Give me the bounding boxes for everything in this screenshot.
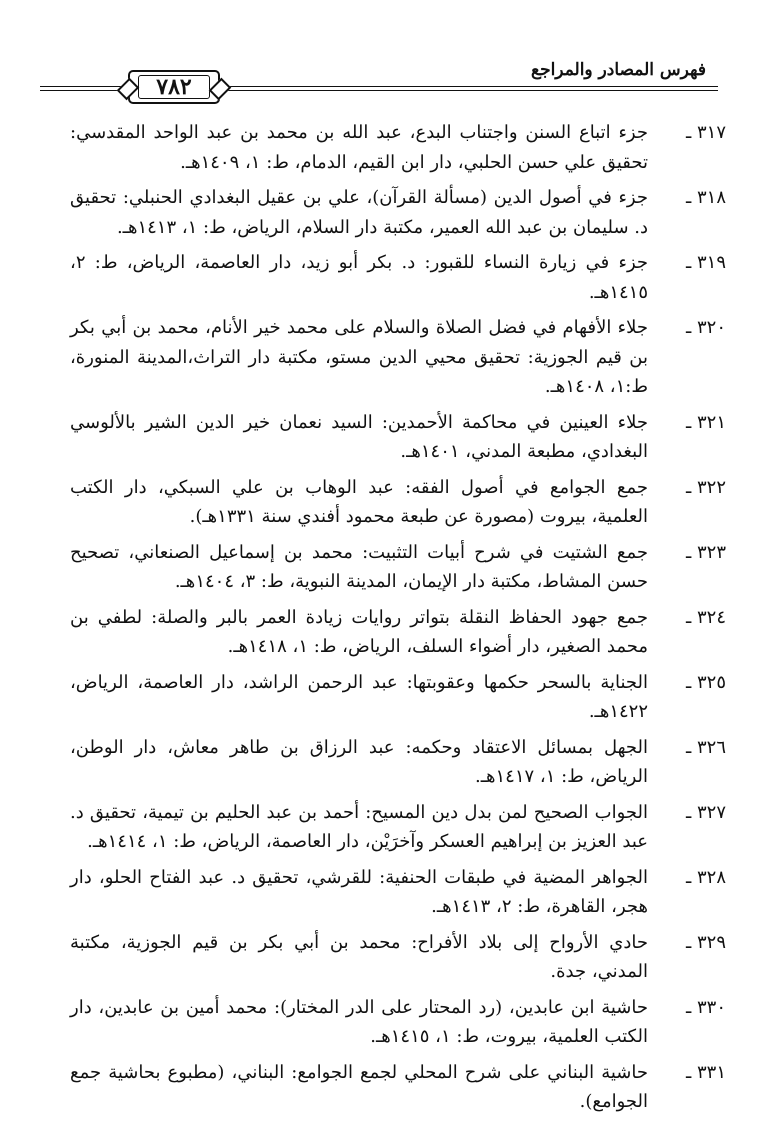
entry-text: الجناية بالسحر حكمها وعقوبتها: عبد الرحمن الراشد، دار العاصمة، الرياض، ١٤٢٢هـ. bbox=[70, 671, 648, 722]
bibliography-list bbox=[70, 118, 726, 1123]
entry-number: ٣١٧ ـ bbox=[685, 122, 726, 143]
entry-number: ٣٣١ ـ bbox=[685, 1061, 726, 1083]
entry-text: حاشية البناني على شرح المحلي لجمع الجوامع: البناني، (مطبوع بحاشية جمع الجوامع). bbox=[70, 1061, 648, 1112]
bibliography-entry bbox=[70, 928, 726, 987]
bibliography-entry bbox=[70, 118, 726, 177]
entry-text: جزء في أصول الدين (مسألة القرآن)، علي بن عقيل البغدادي الحنبلي: تحقيق د. سليمان بن عبد الله العمير، مكتبة دار السلام، الرياض، ط: ١، ١٤١٣هـ. bbox=[70, 187, 648, 238]
bibliography-entry bbox=[70, 798, 726, 857]
entry-number: ٣٣٠ ـ bbox=[685, 996, 726, 1018]
bibliography-entry bbox=[70, 313, 726, 402]
entry-text: جلاء العينين في محاكمة الأحمدين: السيد نعمان خير الدين الشير بالألوسي البغدادي، مطبعة المدني، ١٤٠١هـ. bbox=[70, 411, 648, 462]
entry-number: ٣٢٢ ـ bbox=[685, 476, 726, 498]
bibliography-entry bbox=[70, 1058, 726, 1117]
entry-text: جزء اتباع السنن واجتناب البدع، عبد الله بن محمد بن عبد الواحد المقدسي: تحقيق علي حسن الحلبي، دار ابن القيم، الدمام، ط: ١، ١٤٠٩هـ. bbox=[70, 122, 648, 173]
entry-text: الجهل بمسائل الاعتقاد وحكمه: عبد الرزاق بن طاهر معاش، دار الوطن، الرياض، ط: ١، ١٤١٧هـ. bbox=[70, 736, 648, 787]
bibliography-entry bbox=[70, 183, 726, 242]
entry-number: ٣٢٥ ـ bbox=[685, 671, 726, 693]
bibliography-entry bbox=[70, 473, 726, 532]
entry-number: ٣٢١ ـ bbox=[685, 411, 726, 433]
entry-text: جزء في زيارة النساء للقبور: د. بكر أبو زيد، دار العاصمة، الرياض، ط: ٢، ١٤١٥هـ. bbox=[70, 252, 648, 303]
bibliography-entry bbox=[70, 993, 726, 1052]
page-header bbox=[40, 56, 718, 102]
entry-number: ٣٢٠ ـ bbox=[685, 317, 726, 338]
bibliography-entry bbox=[70, 538, 726, 597]
entry-number: ٣٢٩ ـ bbox=[685, 931, 726, 953]
bibliography-entry bbox=[70, 733, 726, 792]
entry-number: ٣٢٣ ـ bbox=[685, 541, 726, 563]
bibliography-entry bbox=[70, 408, 726, 467]
entry-number: ٣٢٨ ـ bbox=[685, 866, 726, 888]
entry-text: جمع الشتيت في شرح أبيات التثبيت: محمد بن إسماعيل الصنعاني، تصحيح حسن المشاط، مكتبة دار الإيمان، المدينة النبوية، ط: ٣، ١٤٠٤هـ. bbox=[70, 541, 648, 592]
entry-text: جمع الجوامع في أصول الفقه: عبد الوهاب بن علي السبكي، دار الكتب العلمية، بيروت (مصورة عن طبعة محمود أفندي سنة ١٣٣١هـ). bbox=[70, 476, 648, 527]
entry-number: ٣٢٤ ـ bbox=[685, 606, 726, 628]
bibliography-entry bbox=[70, 248, 726, 307]
entry-number: ٣١٨ ـ bbox=[685, 187, 726, 208]
entry-text: حادي الأرواح إلى بلاد الأفراح: محمد بن أبي بكر بن قيم الجوزية، مكتبة المدني، جدة. bbox=[70, 931, 648, 982]
bibliography-entry bbox=[70, 668, 726, 727]
running-title: فهرس المصادر والمراجع bbox=[531, 60, 706, 80]
entry-text: جلاء الأفهام في فضل الصلاة والسلام على محمد خير الأنام، محمد بن أبي بكر بن قيم الجوزية: تحقيق محيي الدين مستو، مكتبة دار التراث،المدينة المنورة، ط:١، ١٤٠٨هـ. bbox=[70, 317, 648, 397]
entry-text: جمع جهود الحفاظ النقلة بتواتر روايات زيادة العمر بالبر والصلة: لطفي بن محمد الصغير، دار أضواء السلف، الرياض، ط: ١، ١٤١٨هـ. bbox=[70, 606, 648, 657]
entry-number: ٣٢٦ ـ bbox=[685, 736, 726, 758]
page-number: ٧٨٢ bbox=[156, 74, 192, 100]
entry-text: الجواهر المضية في طبقات الحنفية: للقرشي، تحقيق د. عبد الفتاح الحلو، دار هجر، القاهرة، ط: ٢، ١٤١٣هـ. bbox=[70, 866, 648, 917]
bibliography-entry bbox=[70, 603, 726, 662]
entry-number: ٣٢٧ ـ bbox=[685, 801, 726, 823]
entry-text: الجواب الصحيح لمن بدل دين المسيح: أحمد بن عبد الحليم بن تيمية، تحقيق د. عبد العزيز بن إبراهيم العسكر وآخرَيْن، دار العاصمة، الرياض، ط: ١، ١٤١٤هـ. bbox=[70, 801, 648, 852]
page-number-frame bbox=[128, 70, 220, 104]
bibliography-entry bbox=[70, 863, 726, 922]
entry-text: حاشية ابن عابدين، (رد المحتار على الدر المختار): محمد أمين بن عابدين، دار الكتب العلمية، بيروت، ط: ١، ١٤١٥هـ. bbox=[70, 996, 648, 1047]
entry-number: ٣١٩ ـ bbox=[685, 252, 726, 273]
